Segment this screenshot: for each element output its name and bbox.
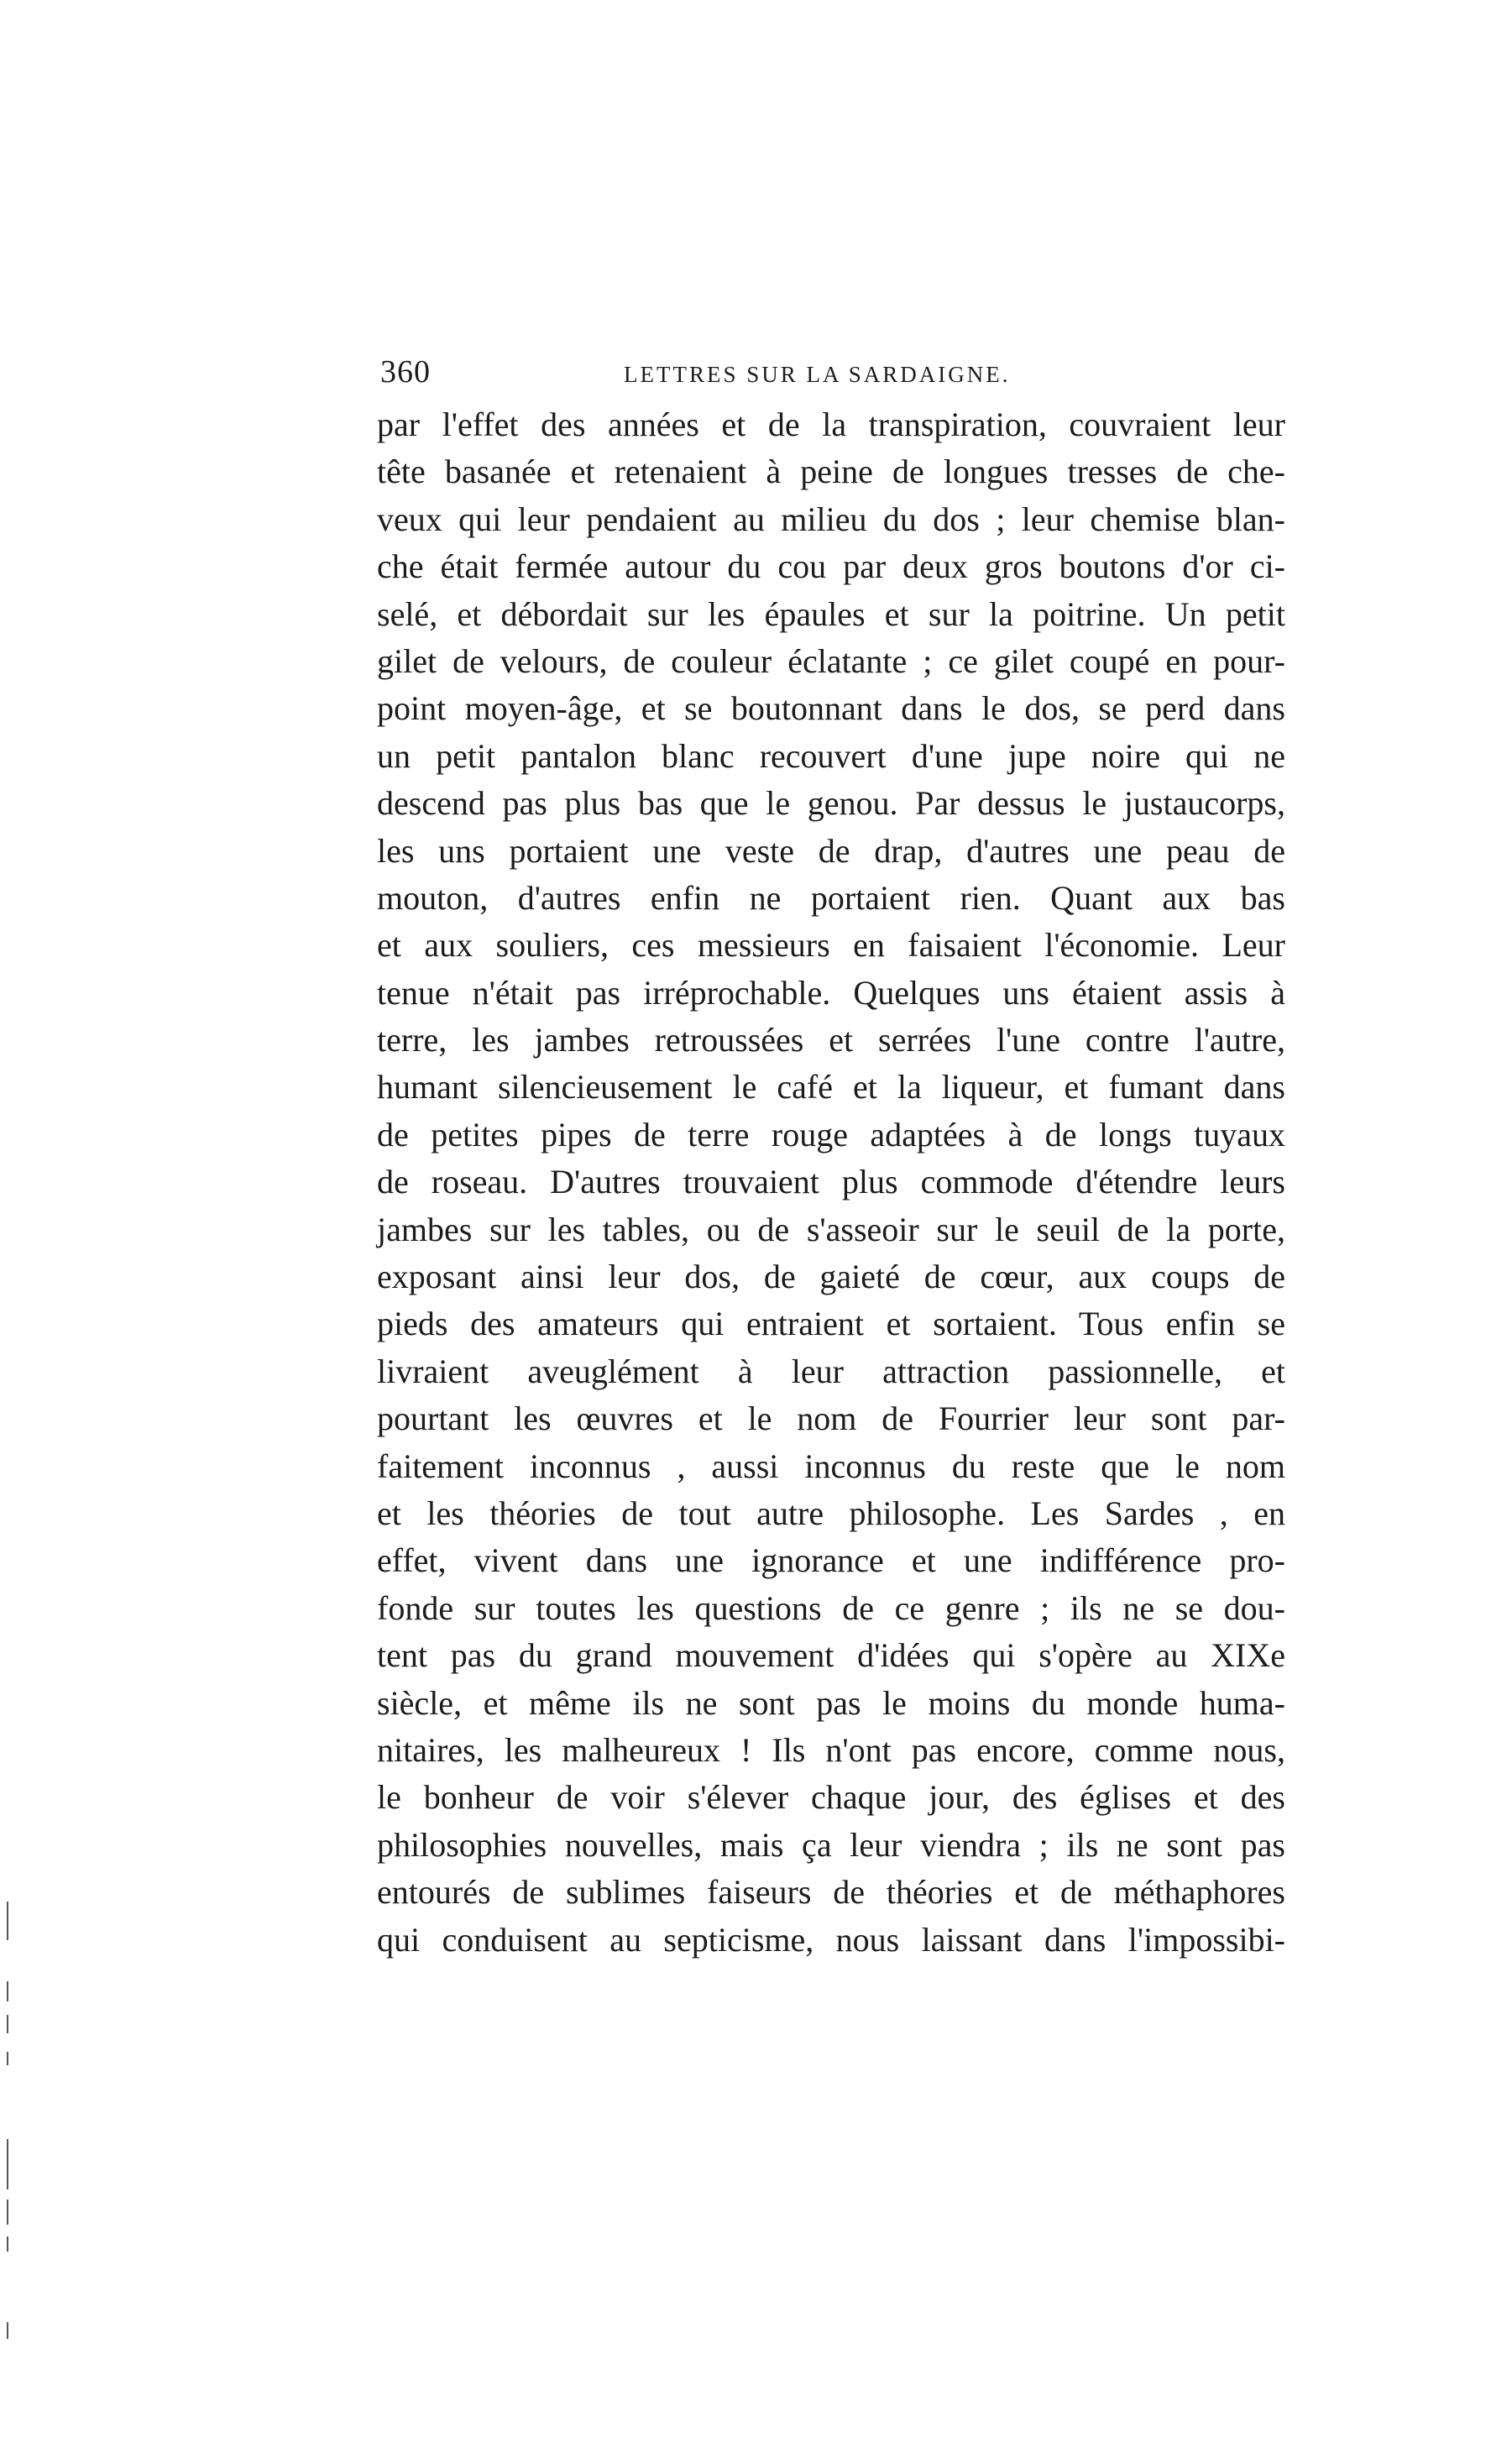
scan-margin-mark xyxy=(7,2015,8,2033)
scan-margin-mark xyxy=(7,2236,8,2252)
text-line: tent pas du grand mouvement d'idées qui s'opère au XIXe xyxy=(377,1636,1285,1675)
text-line: humant silencieusement le café et la liqueur, et fumant dans xyxy=(377,1068,1285,1106)
scan-margin-mark xyxy=(7,2139,8,2189)
text-line: mouton, d'autres enfin ne portaient rien. Quant aux bas xyxy=(377,878,1285,917)
text-line: tenue n'était pas irréprochable. Quelques uns étaient assis à xyxy=(377,973,1285,1012)
text-line: descend pas plus bas que le genou. Par dessus le justaucorps, xyxy=(377,784,1285,823)
text-line: et aux souliers, ces messieurs en faisaient l'économie. Leur xyxy=(377,926,1285,965)
text-line: et les théories de tout autre philosophe. Les Sardes , en xyxy=(377,1494,1285,1532)
text-line: un petit pantalon blanc recouvert d'une jupe noire qui ne xyxy=(377,736,1285,775)
body-text xyxy=(377,401,1285,1964)
text-line: gilet de velours, de couleur éclatante ; ce gilet coupé en pour- xyxy=(377,641,1285,680)
text-line: siècle, et même ils ne sont pas le moins du monde huma- xyxy=(377,1683,1285,1722)
page-number: 360 xyxy=(380,354,431,390)
text-line: veux qui leur pendaient au milieu du dos ; leur chemise blan- xyxy=(377,500,1285,538)
text-line: entourés de sublimes faiseurs de théories et de méthaphores xyxy=(377,1873,1285,1912)
text-line: pieds des amateurs qui entraient et sortaient. Tous enfin se xyxy=(377,1305,1285,1343)
text-line: exposant ainsi leur dos, de gaieté de cœur, aux coups de xyxy=(377,1258,1285,1296)
scan-margin-mark xyxy=(7,1902,8,1940)
scan-margin-mark xyxy=(7,2200,8,2225)
text-line: selé, et débordait sur les épaules et sur la poitrine. Un petit xyxy=(377,594,1285,633)
text-line: de petites pipes de terre rouge adaptées à de longs tuyaux xyxy=(377,1115,1285,1154)
text-line: terre, les jambes retroussées et serrées l'une contre l'autre, xyxy=(377,1021,1285,1059)
text-line: par l'effet des années et de la transpiration, couvraient leur xyxy=(377,405,1285,443)
scan-margin-mark xyxy=(7,2052,8,2065)
text-line: fonde sur toutes les questions de ce genre ; ils ne se dou- xyxy=(377,1588,1285,1627)
running-head xyxy=(380,351,1052,393)
text-line: qui conduisent au septicisme, nous laissant dans l'impossibi- xyxy=(377,1920,1285,1959)
text-line: philosophies nouvelles, mais ça leur viendra ; ils ne sont pas xyxy=(377,1825,1285,1864)
text-line: tête basanée et retenaient à peine de longues tresses de che- xyxy=(377,453,1285,491)
text-line: de roseau. D'autres trouvaient plus commode d'étendre leurs xyxy=(377,1163,1285,1201)
text-line: faitement inconnus , aussi inconnus du reste que le nom xyxy=(377,1446,1285,1485)
scan-margin-mark xyxy=(7,1981,8,2001)
text-line: jambes sur les tables, ou de s'asseoir sur le seuil de la porte, xyxy=(377,1210,1285,1248)
text-line: pourtant les œuvres et le nom de Fourrier leur sont par- xyxy=(377,1399,1285,1438)
text-line: les uns portaient une veste de drap, d'autres une peau de xyxy=(377,831,1285,870)
text-line: point moyen-âge, et se boutonnant dans le dos, se perd dans xyxy=(377,689,1285,728)
text-line: livraient aveuglément à leur attraction passionnelle, et xyxy=(377,1352,1285,1390)
running-title: LETTRES SUR LA SARDAIGNE. xyxy=(624,362,1011,387)
scan-margin-mark xyxy=(7,2322,8,2339)
text-line: che était fermée autour du cou par deux gros boutons d'or ci- xyxy=(377,547,1285,586)
text-line: le bonheur de voir s'élever chaque jour, des églises et des xyxy=(377,1778,1285,1817)
text-line: nitaires, les malheureux ! Ils n'ont pas encore, comme nous, xyxy=(377,1730,1285,1769)
text-line: effet, vivent dans une ignorance et une indifférence pro- xyxy=(377,1541,1285,1580)
